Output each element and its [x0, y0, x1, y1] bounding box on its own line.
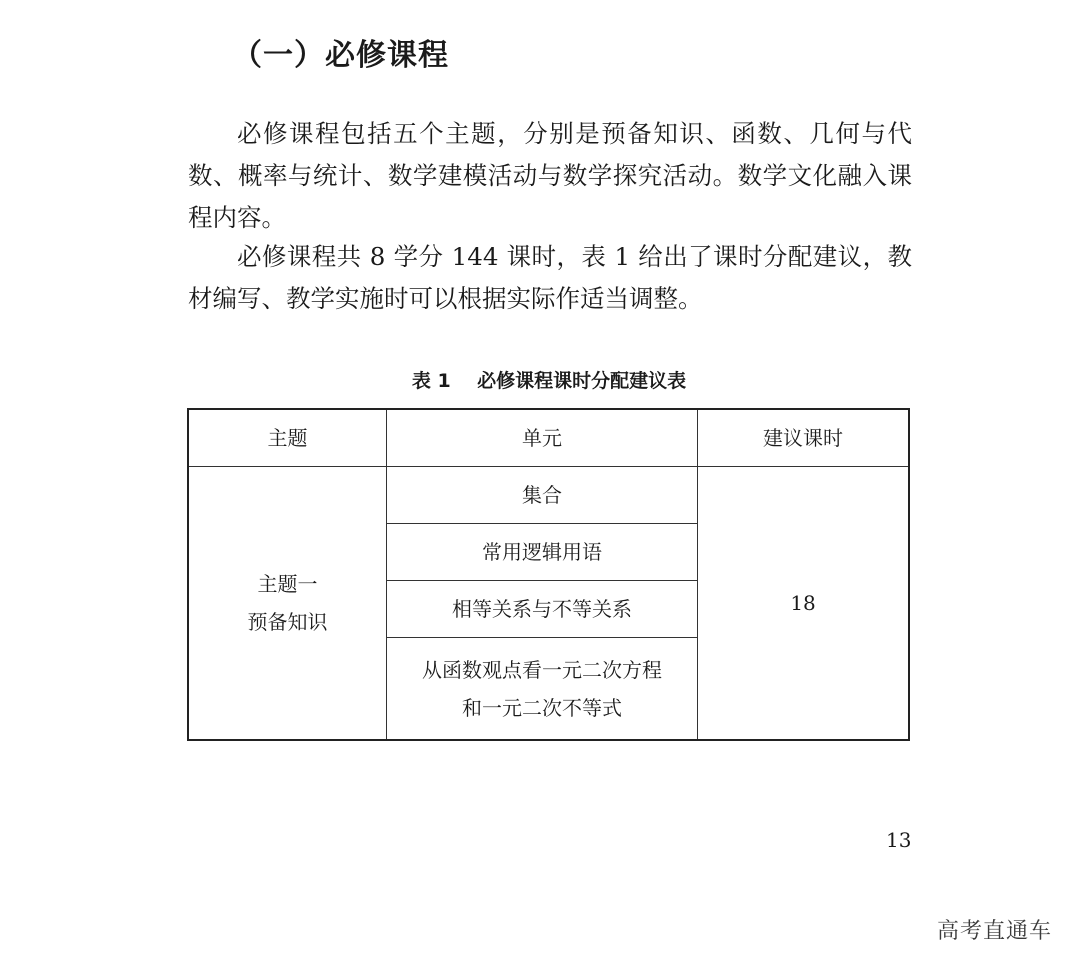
- topic-cell: [188, 467, 386, 741]
- paragraph-course-topics: 必修课程包括五个主题，分别是预备知识、函数、几何与代数、概率与统计、数学建模活动与数学探究活动。数学文化融入课程内容。: [188, 119, 912, 232]
- table-caption: 表 1 必修课程课时分配建议表: [411, 370, 687, 392]
- unit-cell: 常用逻辑用语: [386, 524, 697, 581]
- unit-line: 和一元二次不等式: [462, 695, 622, 720]
- paragraph-credits-hours: 必修课程共 8 学分 144 课时，表 1 给出了课时分配建议，教材编写、教学实施时可以根据实际作适当调整。: [188, 242, 912, 313]
- topic-name: 预备知识: [247, 610, 328, 634]
- unit-cell: [386, 638, 697, 741]
- section-heading: （一）必修课程: [232, 38, 449, 73]
- unit-line: 从函数观点看一元二次方程: [422, 657, 662, 682]
- unit-cell: 相等关系与不等关系: [386, 581, 697, 638]
- header-topic: 主题: [188, 409, 386, 467]
- header-unit: 单元: [386, 409, 697, 467]
- page-number: 13: [886, 828, 912, 852]
- header-hours: 建议课时: [698, 409, 909, 467]
- watermark: 高考直通车: [936, 919, 1052, 944]
- table-header-row: [188, 409, 909, 467]
- table-row: [188, 467, 909, 524]
- hours-allocation-table: [187, 408, 910, 741]
- topic-number: 主题一: [257, 572, 318, 596]
- unit-cell: 集合: [386, 467, 697, 524]
- hours-cell: 18: [698, 467, 909, 741]
